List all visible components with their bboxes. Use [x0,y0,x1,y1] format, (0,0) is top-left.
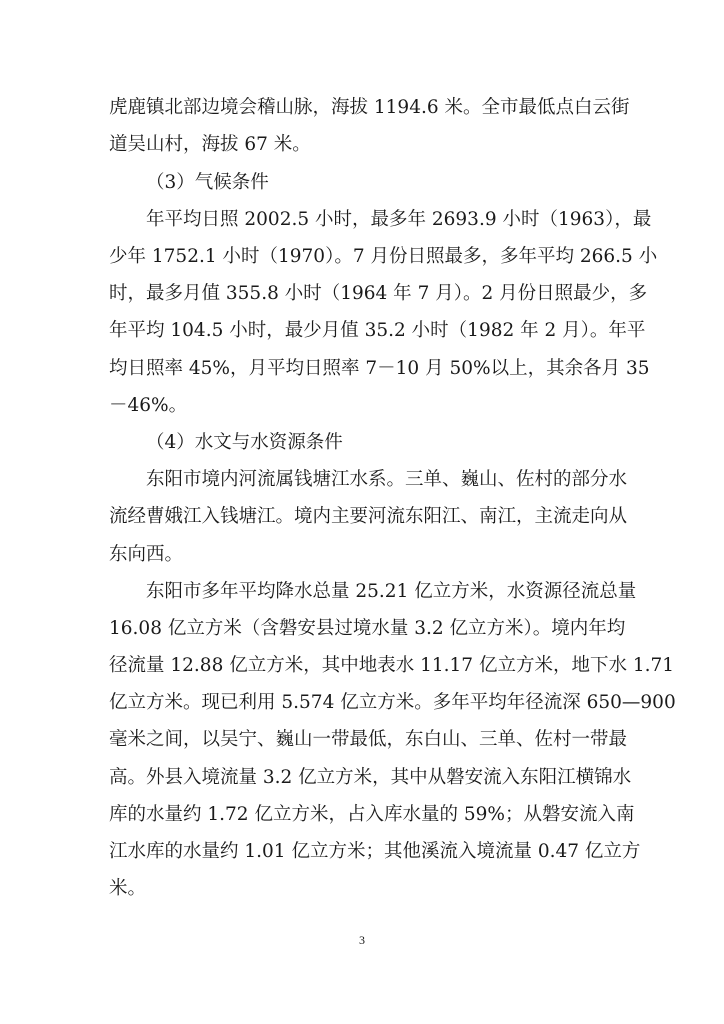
paragraph-line: －46%。 [109,395,188,416]
paragraph-line: 东向西。 [109,544,184,565]
paragraph-line: 东阳市境内河流属钱塘江水系。三单、巍山、佐村的部分水 [146,469,628,490]
page-number: 3 [359,933,365,947]
paragraph-line: 虎鹿镇北部边境会稽山脉，海拔 1194.6 米。全市最低点白云街 [109,97,630,118]
paragraph-line: 毫米之间，以吴宁、巍山一带最低，东白山、三单、佐村一带最 [109,729,628,750]
paragraph-line: 年平均 104.5 小时，最少月值 35.2 小时（1982 年 2 月）。年平 [109,320,646,341]
paragraph-line: 径流量 12.88 亿立方米，其中地表水 11.17 亿立方米，地下水 1.71 [109,655,675,676]
paragraph-line: 16.08 亿立方米（含磐安县过境水量 3.2 亿立方米）。境内年均 [109,618,626,639]
paragraph-line: 流经曹娥江入钱塘江。境内主要河流东阳江、南江，主流走向从 [109,506,628,527]
section-heading-climate: （3）气候条件 [146,172,269,193]
paragraph-line: 东阳市多年平均降水总量 25.21 亿立方米，水资源径流总量 [146,581,637,602]
paragraph-line: 道吴山村，海拔 67 米。 [109,134,311,155]
paragraph-line: 江水库的水量约 1.01 亿立方米；其他溪流入境流量 0.47 亿立方 [109,841,641,862]
paragraph-line: 时，最多月值 355.8 小时（1964 年 7 月）。2 月份日照最少，多 [109,283,648,304]
paragraph-line: 均日照率 45%，月平均日照率 7－10 月 50%以上，其余各月 35 [109,358,650,379]
paragraph-line: 米。 [109,878,147,899]
paragraph-line: 亿立方米。现已利用 5.574 亿立方米。多年平均年径流深 650—900 [109,692,676,713]
section-heading-hydrology: （4）水文与水资源条件 [146,432,343,453]
paragraph-line: 少年 1752.1 小时（1970）。7 月份日照最多，多年平均 266.5 小 [109,246,658,267]
paragraph-line: 年平均日照 2002.5 小时，最多年 2693.9 小时（1963），最 [146,209,652,230]
paragraph-line: 高。外县入境流量 3.2 亿立方米，其中从磐安流入东阳江横锦水 [109,767,632,788]
paragraph-line: 库的水量约 1.72 亿立方米，占入库水量的 59%；从磐安流入南 [109,804,635,825]
